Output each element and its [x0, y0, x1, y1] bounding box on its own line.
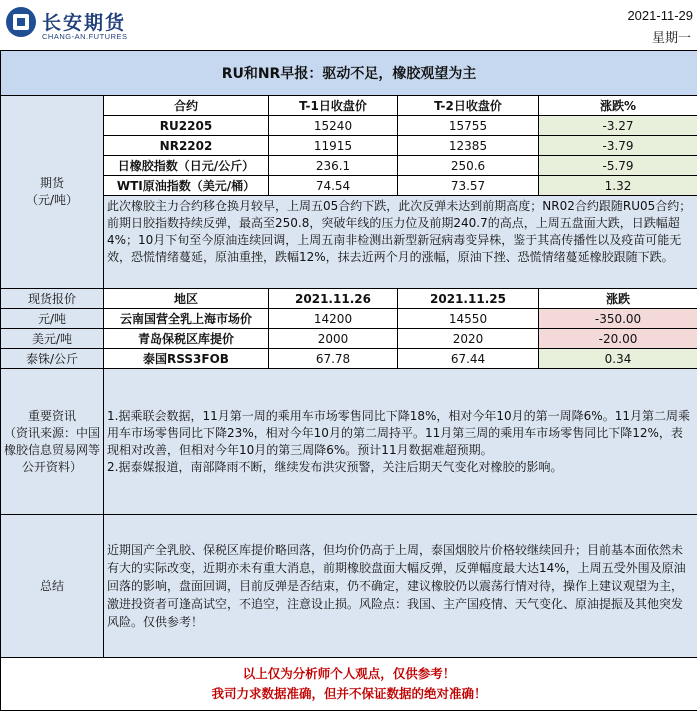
spot-d2: 2020	[398, 329, 539, 349]
disclaimer	[1, 658, 697, 711]
title-row	[1, 51, 697, 96]
futures-t1: 236.1	[269, 156, 398, 176]
spot-section-label: 现货报价	[1, 289, 104, 309]
futures-name: WTI原油指数（美元/桶）	[104, 176, 269, 196]
table-row	[1, 116, 697, 136]
summary-label: 总结	[1, 515, 104, 658]
col-d1: 2021.11.26	[269, 289, 398, 309]
report-title: RU和NR早报：驱动不足，橡胶观望为主	[1, 51, 697, 96]
disclaimer-line-2: 我司力求数据准确，但并不保证数据的绝对准确！	[1, 684, 697, 704]
news-label: 重要资讯 （资讯来源：中国橡胶信息贸易网等公开资料）	[1, 369, 104, 515]
news-item: 1.据乘联会数据，11月第一周的乘用车市场零售同比下降18%，相对今年10月的第一周降6%。11月第二周乘用车市场零售同比下降23%，相对今年10月的第二周持平。11月第三周的乘用车市场零售同比下降12%，表现相对改善，但相对今年10月的第三周降6%。预计11月数据难超预期。	[107, 408, 694, 459]
futures-chg: -3.79	[539, 136, 697, 156]
table-row	[1, 136, 697, 156]
col-t2: T-2日收盘价	[398, 96, 539, 116]
futures-chg: -3.27	[539, 116, 697, 136]
report-header	[0, 0, 697, 48]
spot-header-row	[1, 289, 697, 309]
news-row	[1, 369, 697, 515]
futures-commentary-row	[1, 196, 697, 289]
spot-chg: -350.00	[539, 309, 697, 329]
spot-d1: 2000	[269, 329, 398, 349]
spot-unit: 泰铢/公斤	[1, 349, 104, 369]
futures-name: 日橡胶指数（日元/公斤）	[104, 156, 269, 176]
table-row	[1, 176, 697, 196]
col-contract: 合约	[104, 96, 269, 116]
summary-row	[1, 515, 697, 658]
futures-t1: 74.54	[269, 176, 398, 196]
company-name-en: CHANG-AN.FUTURES	[42, 32, 128, 41]
futures-t1: 11915	[269, 136, 398, 156]
spot-name: 云南国营全乳上海市场价	[104, 309, 269, 329]
report-table	[0, 50, 697, 711]
company-logo-icon	[6, 7, 36, 37]
futures-name: RU2205	[104, 116, 269, 136]
report-weekday: 星期一	[652, 27, 691, 46]
futures-t1: 15240	[269, 116, 398, 136]
table-row	[1, 349, 697, 369]
col-spot-chg: 涨跌	[539, 289, 697, 309]
spot-chg: -20.00	[539, 329, 697, 349]
futures-t2: 15755	[398, 116, 539, 136]
news-item: 2.据泰媒报道，南部降雨不断，继续发布洪灾预警，关注后期天气变化对橡胶的影响。	[107, 459, 694, 476]
summary-text: 近期国产全乳胶、保税区库提价略回落，但均价仍高于上周，泰国烟胶片价格较继续回升；目前基本面依然未有大的实际改变，近期亦未有重大消息，前期橡胶盘面大幅反弹，反弹幅度最大达14%，上周五受外围及原油回落的影响，盘面回调，目前反弹是否结束，仍不确定，建议橡胶仍以震荡行情对待，操作上建议观望为主，激进投资者可逢高试空，不追空，注意设止损。风险点：我国、主产国疫情、天气变化、原油提振及其他突发风险。仅供参考！	[104, 515, 697, 658]
table-row	[1, 156, 697, 176]
futures-chg: 1.32	[539, 176, 697, 196]
news-content	[104, 369, 697, 515]
disclaimer-line-1: 以上仅为分析师个人观点，仅供参考！	[1, 664, 697, 684]
futures-t2: 12385	[398, 136, 539, 156]
spot-unit: 元/吨	[1, 309, 104, 329]
spot-chg: 0.34	[539, 349, 697, 369]
futures-section-label: 期货 （元/吨）	[1, 96, 104, 289]
spot-d1: 67.78	[269, 349, 398, 369]
futures-chg: -5.79	[539, 156, 697, 176]
futures-t2: 73.57	[398, 176, 539, 196]
table-row	[1, 309, 697, 329]
col-t1: T-1日收盘价	[269, 96, 398, 116]
futures-header-row	[1, 96, 697, 116]
col-region: 地区	[104, 289, 269, 309]
spot-unit: 美元/吨	[1, 329, 104, 349]
col-chg: 涨跌%	[539, 96, 697, 116]
spot-d1: 14200	[269, 309, 398, 329]
company-name-cn: 长安期货	[42, 8, 126, 35]
spot-d2: 14550	[398, 309, 539, 329]
col-d2: 2021.11.25	[398, 289, 539, 309]
spot-name: 青岛保税区库提价	[104, 329, 269, 349]
futures-commentary: 此次橡胶主力合约移仓换月较早，上周五05合约下跌，此次反弹未达到前期高度；NR02合约跟随RU05合约；前期日胶指数持续反弹，最高至250.8，突破年线的压力位及前期240.7的高点，上周五盘面大跌，日跌幅超4%；10月下旬至今原油连续回调，上周五南非检测出新型新冠病毒变异株，鉴于其高传播性以及疫苗可能无效，恐慌情绪蔓延，原油重挫，跌幅12%，抹去近两个月的涨幅，原油下挫、恐慌情绪蔓延橡胶跟随下跌。	[104, 196, 697, 289]
spot-d2: 67.44	[398, 349, 539, 369]
futures-name: NR2202	[104, 136, 269, 156]
disclaimer-row	[1, 658, 697, 711]
futures-t2: 250.6	[398, 156, 539, 176]
spot-name: 泰国RSS3FOB	[104, 349, 269, 369]
report-date: 2021-11-29	[627, 8, 693, 23]
table-row	[1, 329, 697, 349]
